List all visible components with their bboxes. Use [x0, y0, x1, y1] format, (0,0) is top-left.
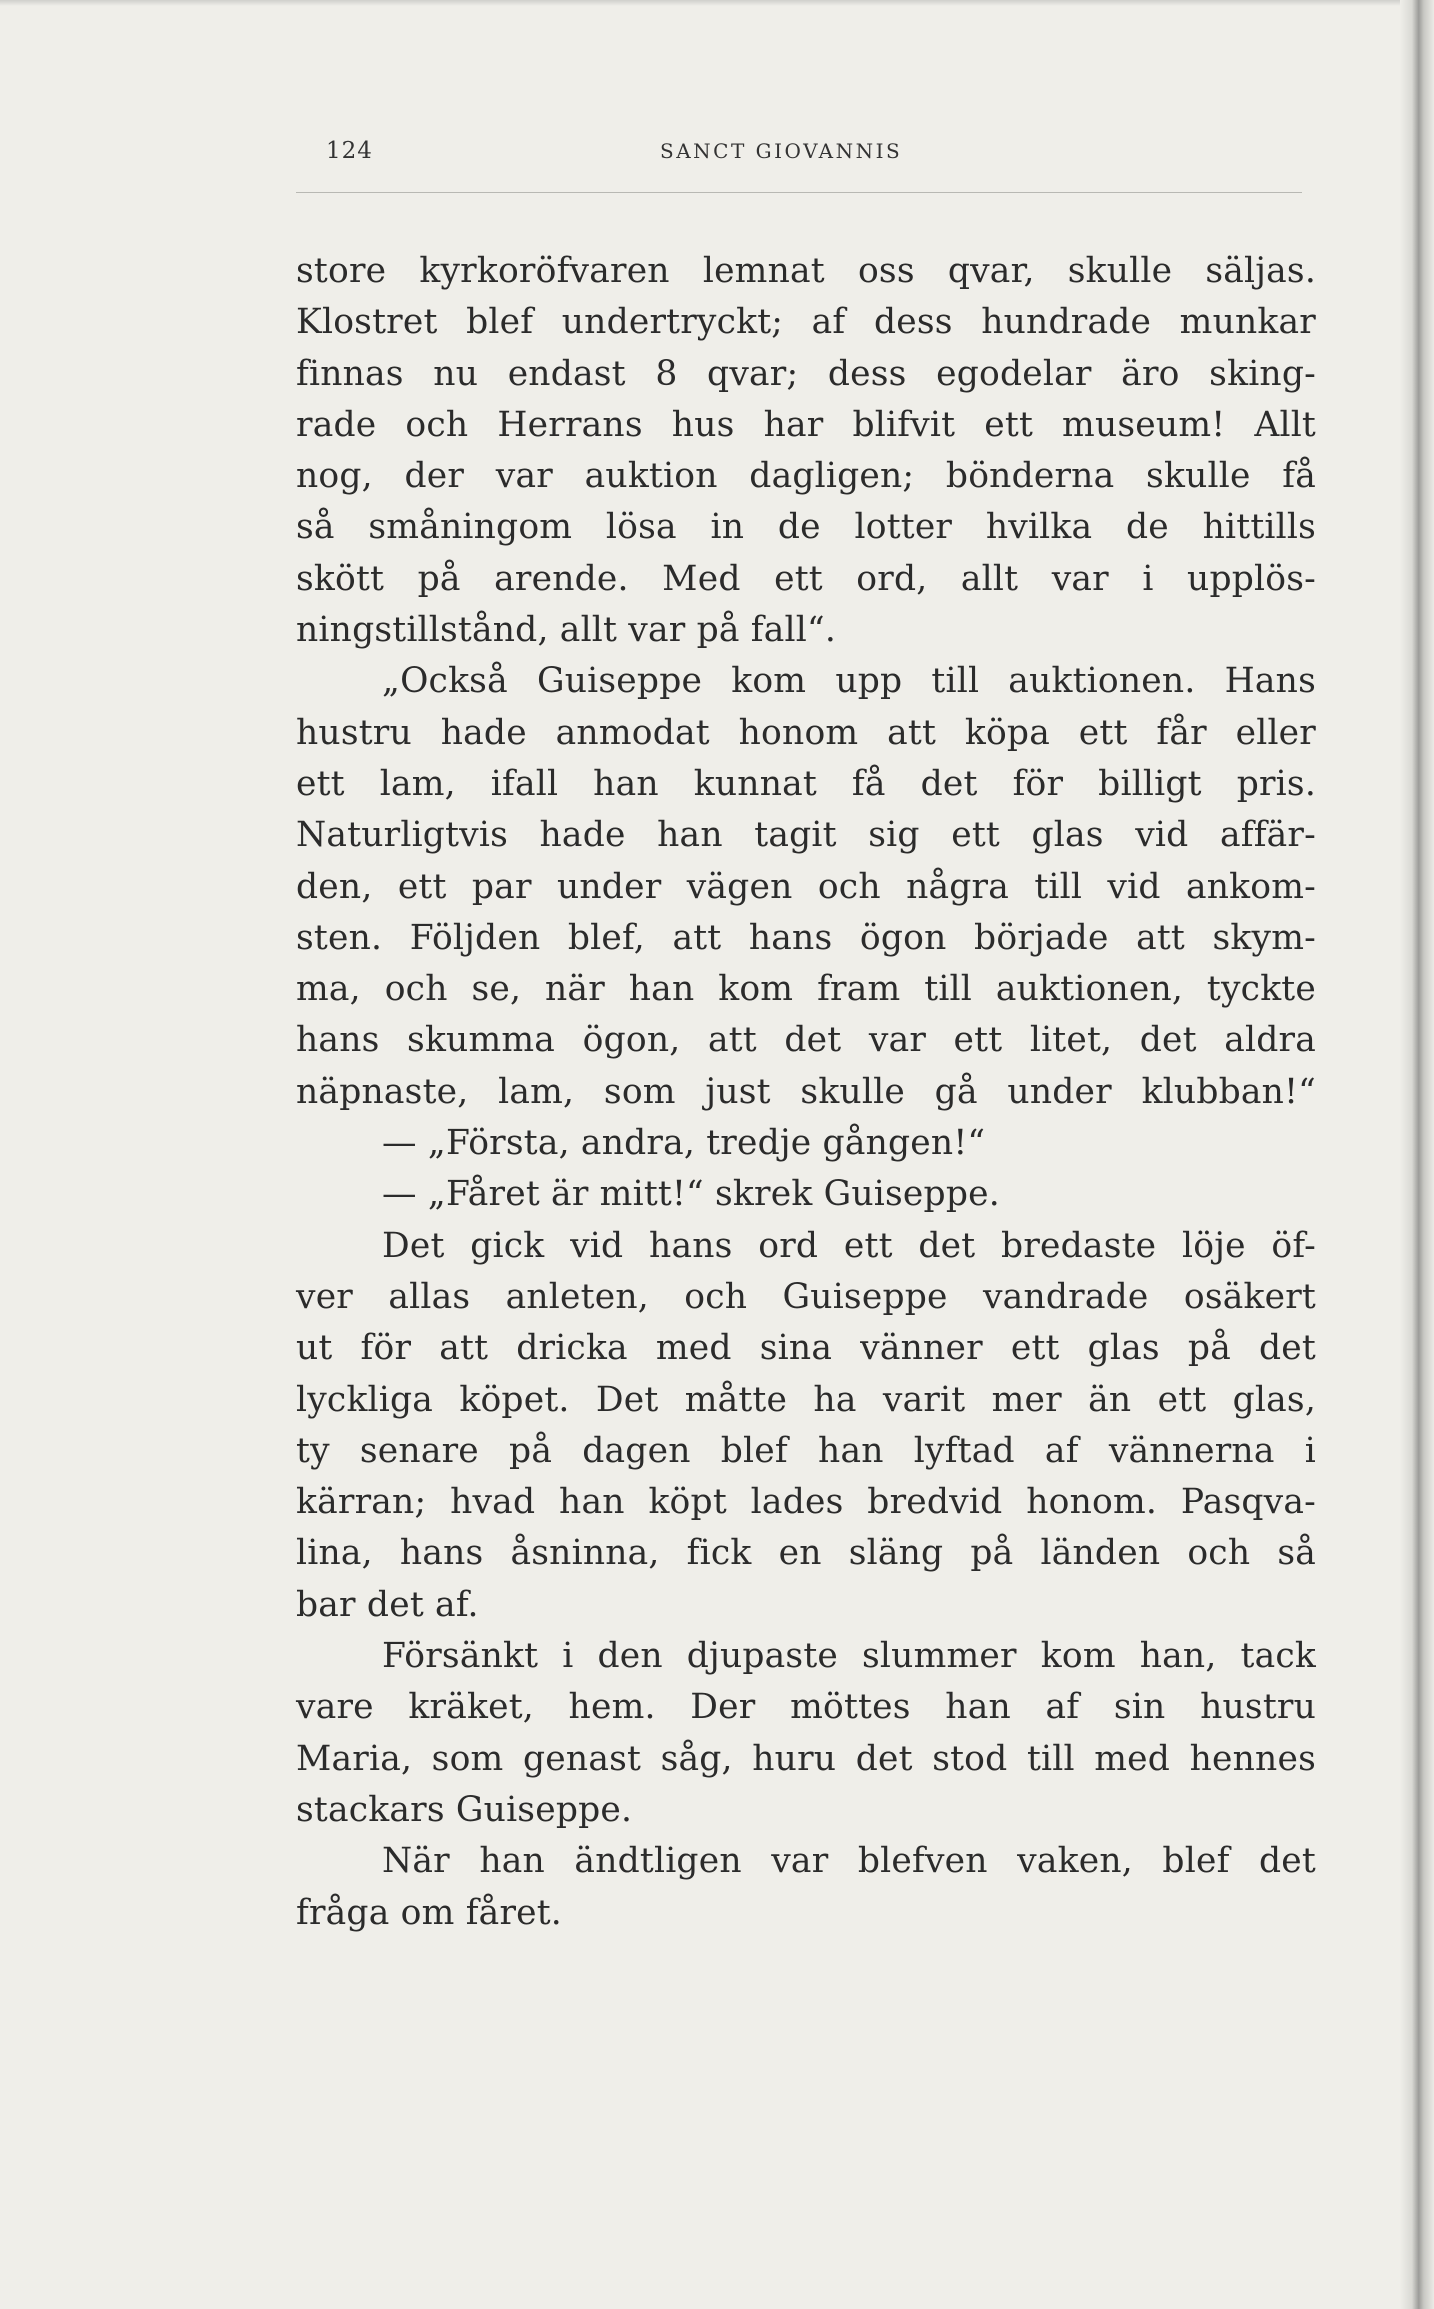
text-line: vare kräket, hem. Der möttes han af sin hustru: [296, 1687, 1316, 1728]
text-line: ma, och se, när han kom fram till auktionen, tyckte: [296, 969, 1316, 1010]
text-line: När han ändtligen var blefven vaken, blef det: [382, 1841, 1316, 1882]
text-line: bar det af.: [296, 1584, 479, 1625]
text-line: ut för att dricka med sina vänner ett glas på det: [296, 1328, 1316, 1369]
page-gutter-shadow: [1400, 0, 1434, 2309]
text-line: Det gick vid hans ord ett det bredaste löje öf-: [382, 1225, 1316, 1266]
text-line: lyckliga köpet. Det måtte ha varit mer än ett glas,: [296, 1379, 1316, 1420]
text-line: „Också Guiseppe kom upp till auktionen. Hans: [382, 661, 1316, 702]
text-line: stackars Guiseppe.: [296, 1789, 633, 1830]
text-line: skött på arende. Med ett ord, allt var i upplös-: [296, 558, 1316, 599]
text-line: finnas nu endast 8 qvar; dess egodelar äro sking-: [296, 353, 1316, 394]
text-line: så småningom lösa in de lotter hvilka de hittills: [296, 507, 1316, 548]
text-line: kärran; hvad han köpt lades bredvid honom. Pasqva-: [296, 1482, 1316, 1523]
text-line: ver allas anleten, och Guiseppe vandrade osäkert: [296, 1276, 1316, 1317]
text-line: ningstillstånd, allt var på fall“.: [296, 610, 837, 651]
text-line: hustru hade anmodat honom att köpa ett får eller: [296, 712, 1316, 753]
text-line: Naturligtvis hade han tagit sig ett glas vid affär-: [296, 815, 1316, 856]
text-line: Klostret blef undertryckt; af dess hundrade munkar: [296, 302, 1316, 343]
text-line: näpnaste, lam, som just skulle gå under klubban!“: [296, 1071, 1316, 1112]
page-number: 124: [326, 138, 373, 164]
body-text: [296, 246, 1316, 1939]
text-line: store kyrkoröfvaren lemnat oss qvar, skulle säljas.: [296, 251, 1316, 291]
text-line: fråga om fåret.: [296, 1892, 562, 1933]
text-line: lina, hans åsninna, fick en släng på länden och så: [296, 1533, 1316, 1574]
text-line: den, ett par under vägen och några till vid ankom-: [296, 866, 1316, 907]
header-rule: [296, 192, 1302, 193]
text-line: hans skumma ögon, att det var ett litet, det aldra: [296, 1020, 1316, 1061]
text-line: ty senare på dagen blef han lyftad af vännerna i: [296, 1430, 1316, 1471]
text-line: Maria, som genast såg, huru det stod till med hennes: [296, 1738, 1316, 1779]
text-line: ett lam, ifall han kunnat få det för billigt pris.: [296, 763, 1316, 804]
text-line: — „Första, andra, tredje gången!“: [382, 1123, 986, 1164]
text-line: Försänkt i den djupaste slummer kom han, tack: [382, 1636, 1316, 1677]
page-top-edge: [0, 0, 1434, 6]
text-line: — „Fåret är mitt!“ skrek Guiseppe.: [382, 1174, 1000, 1215]
text-line: rade och Herrans hus har blifvit ett museum! Allt: [296, 404, 1316, 445]
running-title: SANCT GIOVANNIS: [660, 139, 903, 163]
text-line: sten. Följden blef, att hans ögon började att skym-: [296, 917, 1316, 958]
page-header: [296, 134, 1302, 174]
text-line: nog, der var auktion dagligen; bönderna skulle få: [296, 456, 1316, 497]
